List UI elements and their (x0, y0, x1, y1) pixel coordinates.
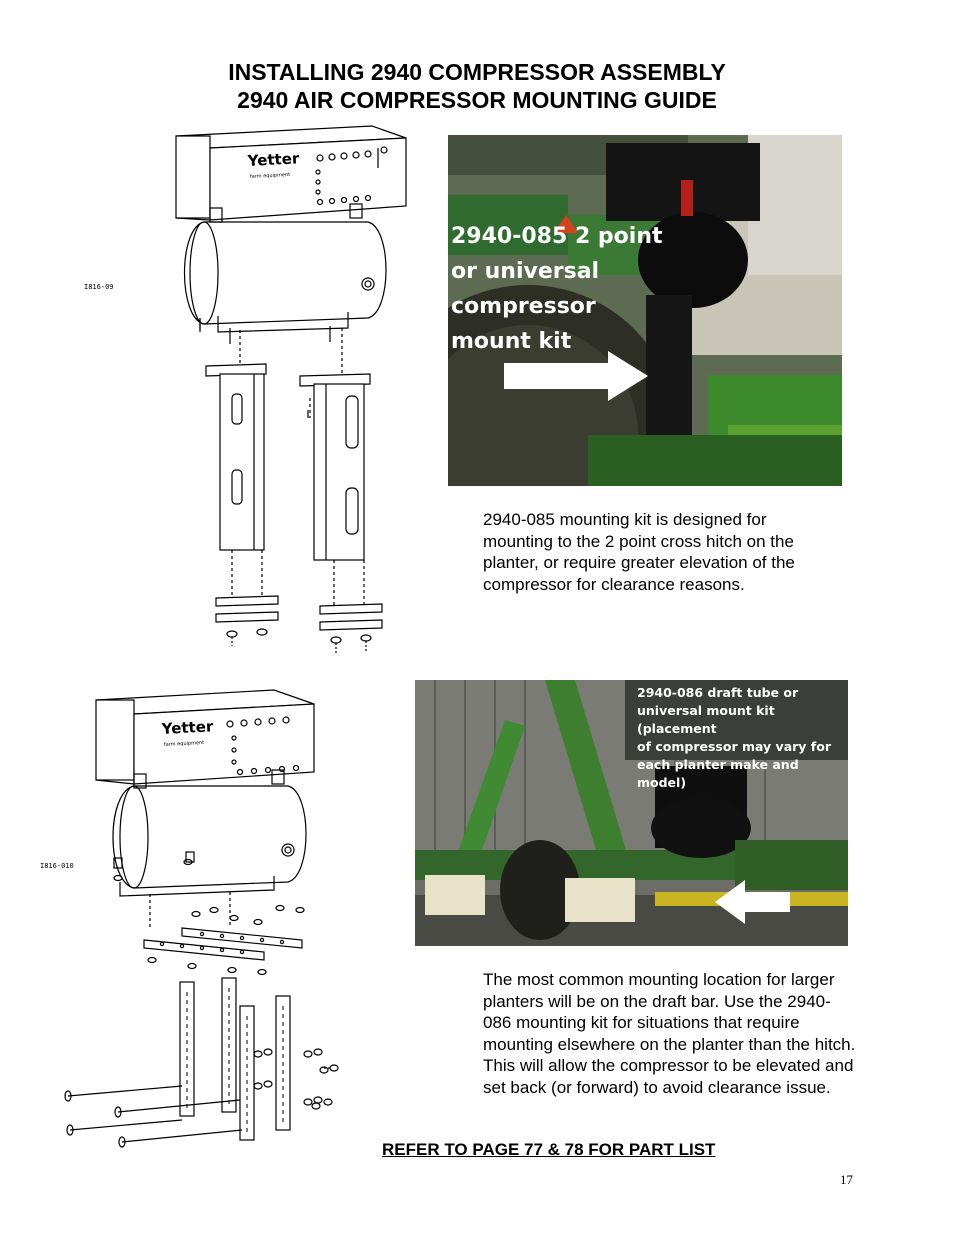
overlay-line: compressor (451, 294, 596, 319)
overlay-line: 2940-086 draft tube or (637, 685, 799, 700)
overlay-line: 2940-085 2 point (451, 224, 663, 249)
brand-sub-1: farm equipment (249, 171, 291, 180)
photo-overlay-text-1 (451, 219, 663, 359)
overlay-line: universal mount kit (placement (637, 703, 775, 736)
caption-2940-086: The most common mounting location for larger planters will be on the draft bar. Use the 2940-086 mounting kit for situations that require mounting elsewhere on the planter than the hitch. This will allow the compressor to be elevated and set back (or forward) to avoid clearance issue. (483, 970, 856, 1097)
drawing-label-1: I816-09 (84, 283, 114, 291)
page-title-line-1: INSTALLING 2940 COMPRESSOR ASSEMBLY (228, 59, 726, 85)
part-list-reference: REFER TO PAGE 77 & 78 FOR PART LIST (382, 1140, 716, 1159)
brand-mark-1: Yetter (247, 149, 300, 170)
overlay-line: mount kit (451, 329, 572, 354)
photo-2940-086-mount (415, 680, 848, 946)
overlay-line: of compressor may vary for (637, 739, 831, 754)
drawing-label-2: I816-010 (40, 862, 74, 870)
photo-overlay-text-2 (637, 684, 848, 792)
overlay-line: each planter make and model) (637, 757, 799, 790)
page-number: 17 (840, 1172, 853, 1187)
page-title-line-2: 2940 AIR COMPRESSOR MOUNTING GUIDE (237, 87, 717, 113)
compressor-drawing-2940-085 (170, 118, 410, 660)
caption-2940-085: 2940-085 mounting kit is designed for mounting to the 2 point cross hitch on the planter, or require greater elevation of the compressor for clearance reasons. (483, 510, 795, 594)
brand-mark-2: Yetter (161, 717, 214, 738)
overlay-line: or universal (451, 259, 600, 284)
brand-sub-2: farm equipment (163, 739, 205, 748)
compressor-drawing-2940-086 (62, 682, 344, 1148)
photo-2940-085-mount (448, 135, 842, 486)
